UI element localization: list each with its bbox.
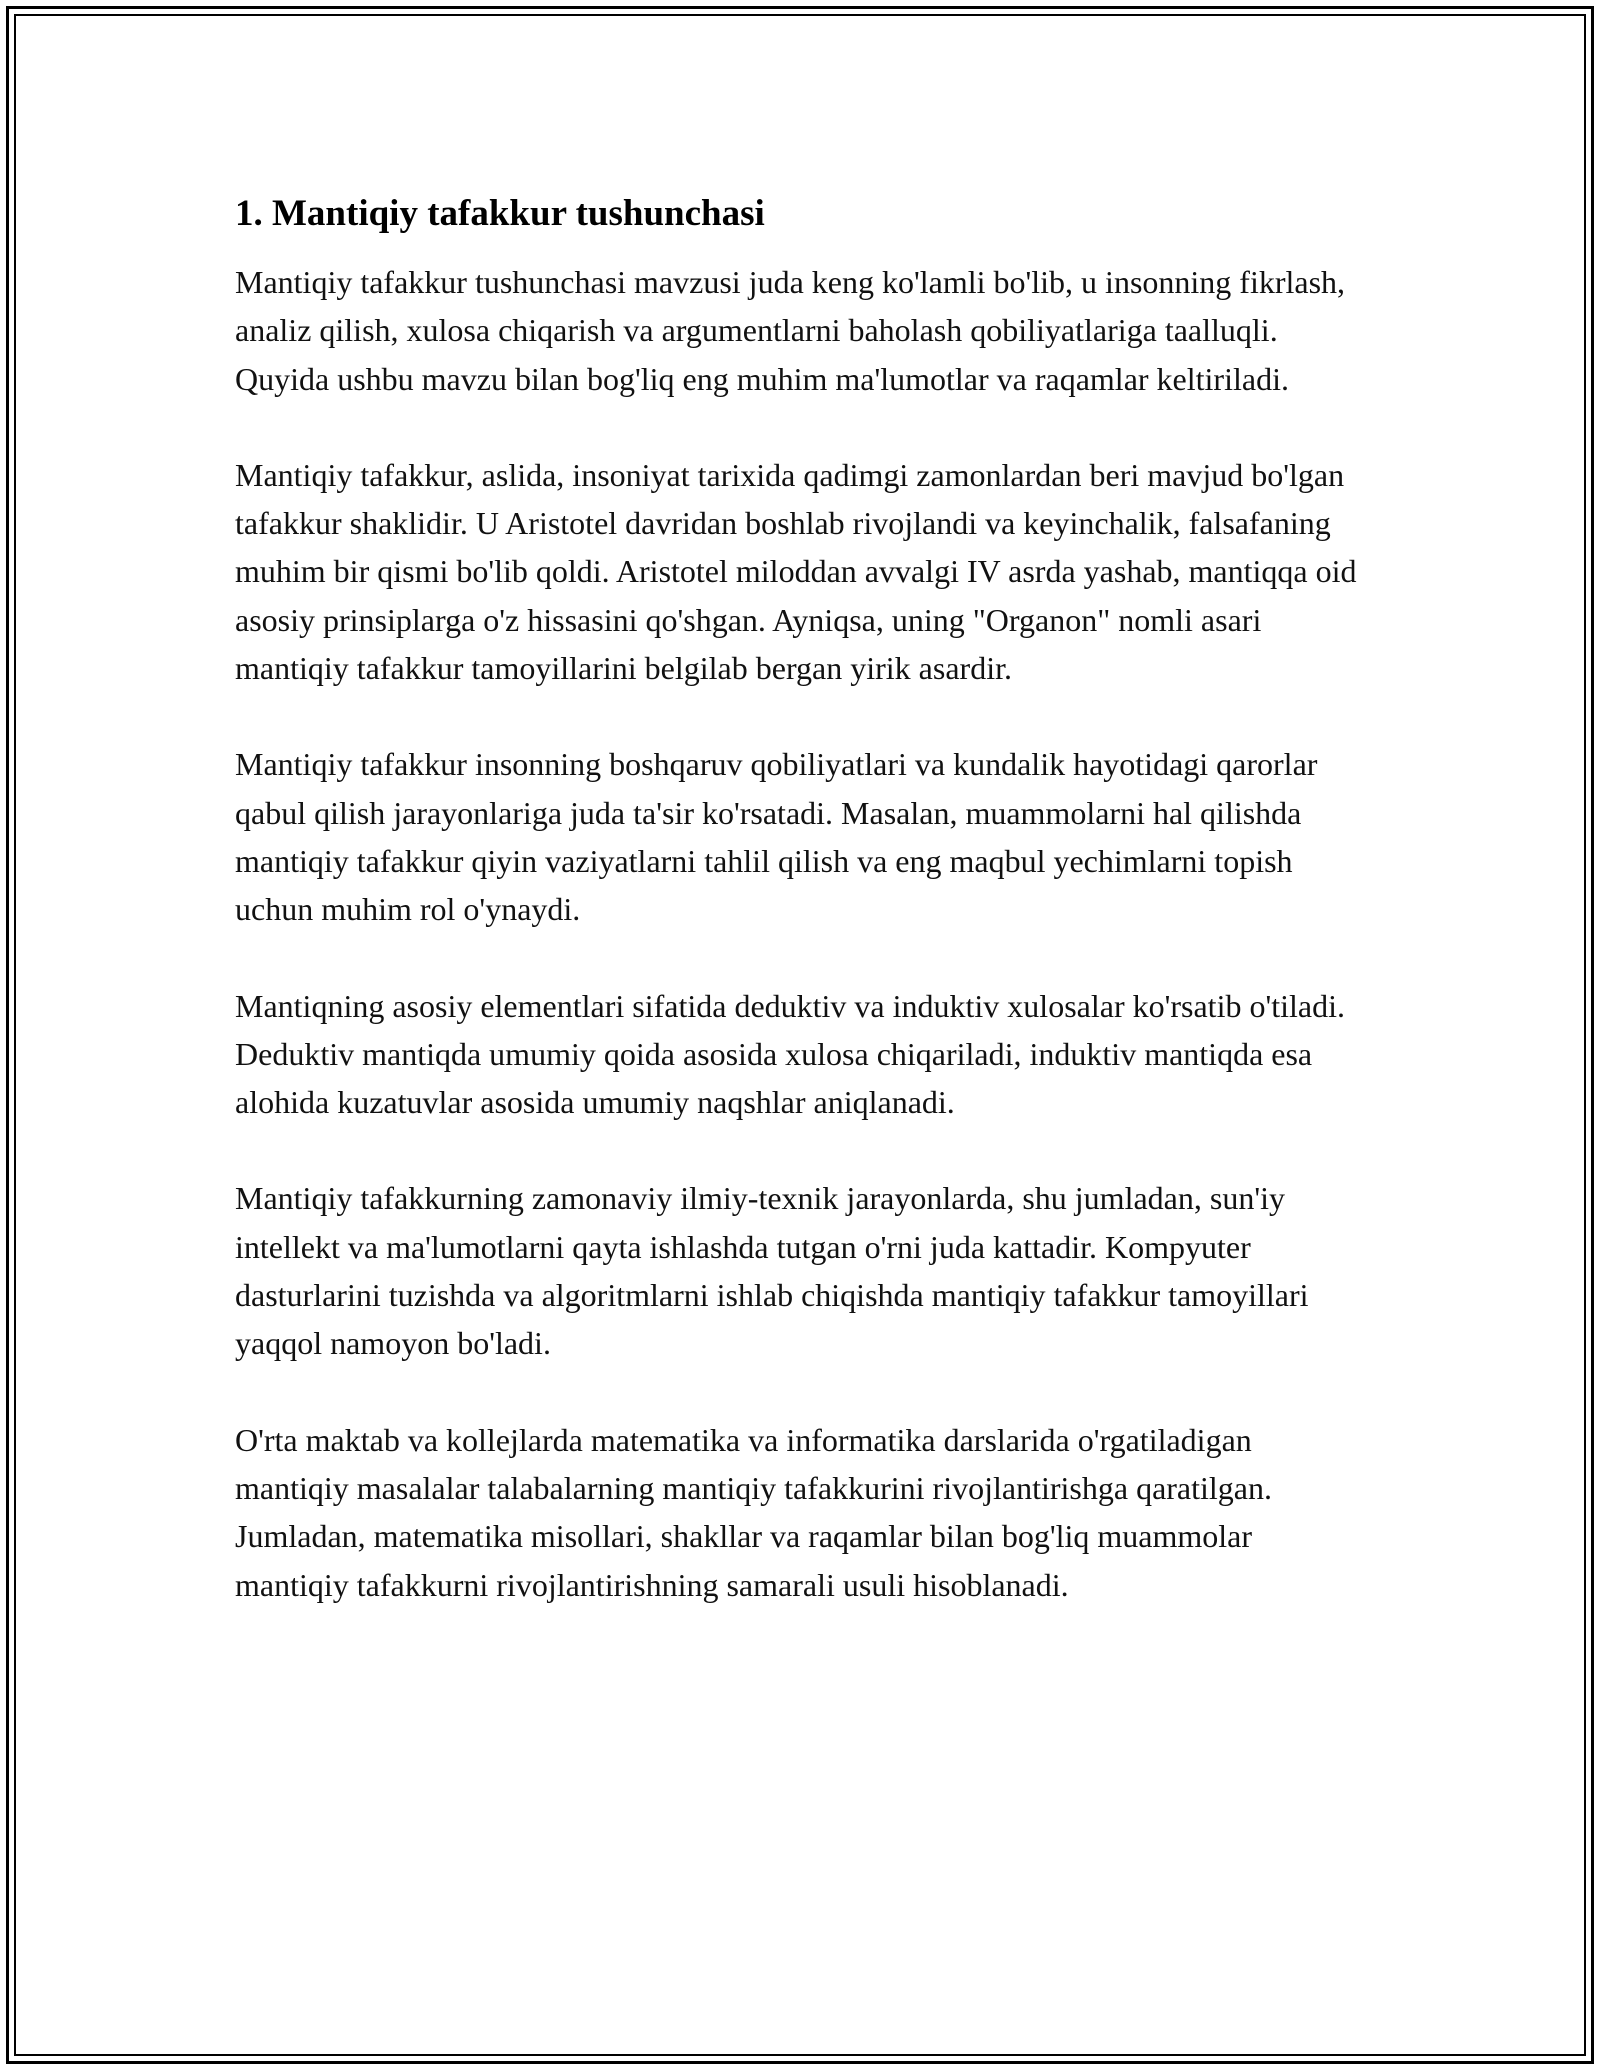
paragraph-education: O'rta maktab va kollejlarda matematika va informatika darslarida o'rgatiladigan mantiqiy masalalar talabalarning mantiqiy tafakkurini rivojlantirishga qaratilgan. Jumladan, matematika misollari, shakllar va raqamlar bilan bog'liq muammolar mantiqiy tafakkurni rivojlantirishning samarali usuli hisoblanadi. — [235, 1421, 1272, 1603]
paragraph-modern-technology: Mantiqiy tafakkurning zamonaviy ilmiy-texnik jarayonlarda, shu jumladan, sun'iy intellekt va ma'lumotlarni qayta ishlashda tutgan o'rni juda kattadir. Kompyuter dasturlarini tuzishda va algoritmlarni ishlab chiqishda mantiqiy tafakkur tamoyillari yaqqol namoyon bo'ladi. — [235, 1180, 1309, 1362]
paragraph-history: Mantiqiy tafakkur, aslida, insoniyat tarixida qadimgi zamonlardan beri mavjud bo'lgan tafakkur shaklidir. U Aristotel davridan boshlab rivojlandi va keyinchalik, falsafaning muhim bir qismi bo'lib qoldi. Aristotel miloddan avvalgi IV asrda yashab, mantiqqa oid asosiy prinsiplarga o'z hissasini qo'shgan. Ayniqsa, uning "Organon" nomli asari mantiqiy tafakkur tamoyillarini belgilab bergan yirik asardir. — [235, 456, 1357, 687]
document-body — [235, 188, 1370, 1657]
paragraph-decision-making: Mantiqiy tafakkur insonning boshqaruv qobiliyatlari va kundalik hayotidagi qarorlar qabul qilish jarayonlariga juda ta'sir ko'rsatadi. Masalan, muammolarni hal qilishda mantiqiy tafakkur qiyin vaziyatlarni tahlil qilish va eng maqbul yechimlarni topish uchun muhim rol o'ynaydi. — [235, 746, 1318, 928]
section-heading: 1. Mantiqiy tafakkur tushunchasi — [235, 193, 765, 234]
paragraph-intro: Mantiqiy tafakkur tushunchasi mavzusi juda keng ko'lamli bo'lib, u insonning fikrlash, analiz qilish, xulosa chiqarish va argumentlarni baholash qobiliyatlariga taalluqli. Quyida ushbu mavzu bilan bog'liq eng muhim ma'lumotlar va raqamlar keltiriladi. — [235, 264, 1346, 397]
paragraph-deductive-inductive: Mantiqning asosiy elementlari sifatida deduktiv va induktiv xulosalar ko'rsatib o'tiladi. Deduktiv mantiqda umumiy qoida asosida xulosa chiqariladi, induktiv mantiqda esa alohida kuzatuvlar asosida umumiy naqshlar aniqlanadi. — [235, 987, 1345, 1121]
